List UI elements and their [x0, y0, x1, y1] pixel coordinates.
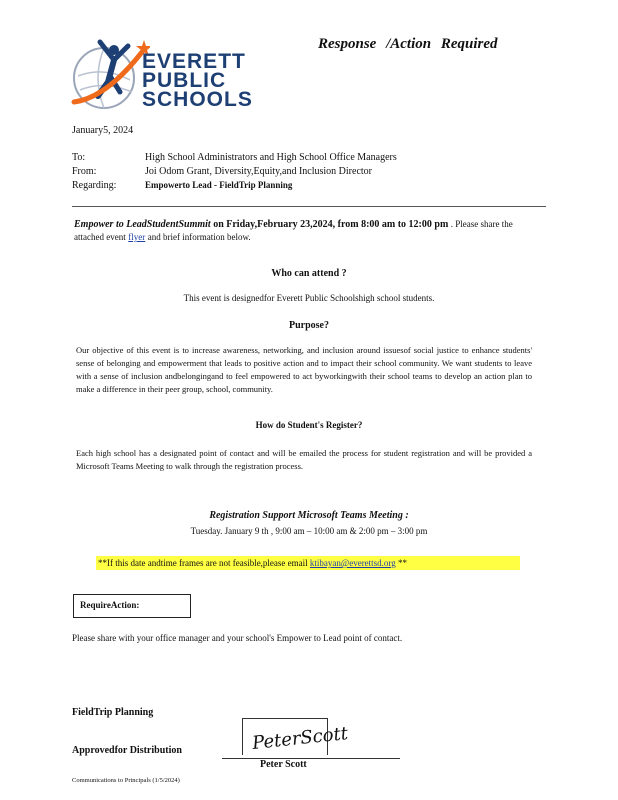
contact-email-link[interactable]: ktibayan@everettsd.org: [309, 558, 396, 568]
from-label: From:: [72, 166, 97, 177]
regarding-value: Empowerto Lead - FieldTrip Planning: [145, 180, 293, 190]
handwritten-signature: PeterScott: [251, 723, 350, 754]
purpose-heading: Purpose?: [289, 320, 329, 331]
bottom-note: Communications to Principals (1/5/2024): [72, 777, 180, 784]
required-action-text: Please share with your office manager and your school's Empower to Lead point of contact.: [72, 633, 403, 643]
approved-label: Approvedfor Distribution: [72, 745, 182, 756]
signature-line: [222, 758, 400, 759]
flyer-link[interactable]: flyer: [128, 232, 146, 242]
purpose-text: Our objective of this event is to increase awareness, networking, and inclusion around issuesof social justice to enhance students' sense of belonging and empowerment that leads to positive action and to impact their school community. We want students to leave with a sense of inclusion andbelongingand to feel empowered to act byworkingwith their school teams to develop an action plan to make a difference in their peer group, school, community.: [76, 345, 532, 394]
to-label: To:: [72, 152, 86, 163]
intro-text-a: . Please share the attached event: [74, 219, 513, 242]
notice-end: **: [398, 558, 408, 568]
memo-date: January5, 2024: [72, 125, 134, 136]
event-name: Empower to LeadStudentSummit: [74, 219, 211, 230]
regarding-label: Regarding:: [72, 180, 117, 191]
register-heading: How do Student's Register?: [255, 420, 363, 430]
support-heading: Registration Support Microsoft Teams Meeting :: [209, 510, 409, 521]
logo-line-1: EVERETT: [142, 50, 246, 73]
header-title: Response /Action Required: [318, 36, 498, 52]
logo-emblem-icon: [70, 36, 150, 114]
logo-line-2: PUBLIC: [142, 69, 227, 92]
who-text: This event is designedfor Everett Public Schoolshigh school students.: [183, 293, 435, 303]
from-value: Joi Odom Grant, Diversity,Equity,and Inclusion Director: [145, 166, 372, 177]
to-value: High School Administrators and High School Office Managers: [145, 152, 397, 163]
intro-text-b: and brief information below.: [147, 232, 251, 242]
notice-line: [98, 558, 518, 568]
field-trip-label: FieldTrip Planning: [72, 707, 154, 718]
logo-wordmark: [142, 52, 253, 109]
required-action-label: RequireAction:: [80, 600, 140, 610]
logo-line-3: SCHOOLS: [142, 88, 253, 111]
notice-text: **If this date andtime frames are not feasible,please email: [98, 558, 308, 568]
signer-name: Peter Scott: [260, 759, 307, 770]
event-date-time: on Friday,February 23,2024, from 8:00 am to 12:00 pm: [213, 219, 449, 230]
who-heading: Who can attend ?: [271, 268, 347, 279]
register-text: Each high school has a designated point of contact and will be emailed the process for student registration and will be provided a Microsoft Teams Meeting to walk through the registration process.: [76, 448, 532, 471]
header-divider: [72, 206, 546, 207]
support-times: Tuesday. January 9 th , 9:00 am – 10:00 am & 2:00 pm – 3:00 pm: [190, 526, 428, 536]
intro-paragraph: [74, 218, 544, 244]
